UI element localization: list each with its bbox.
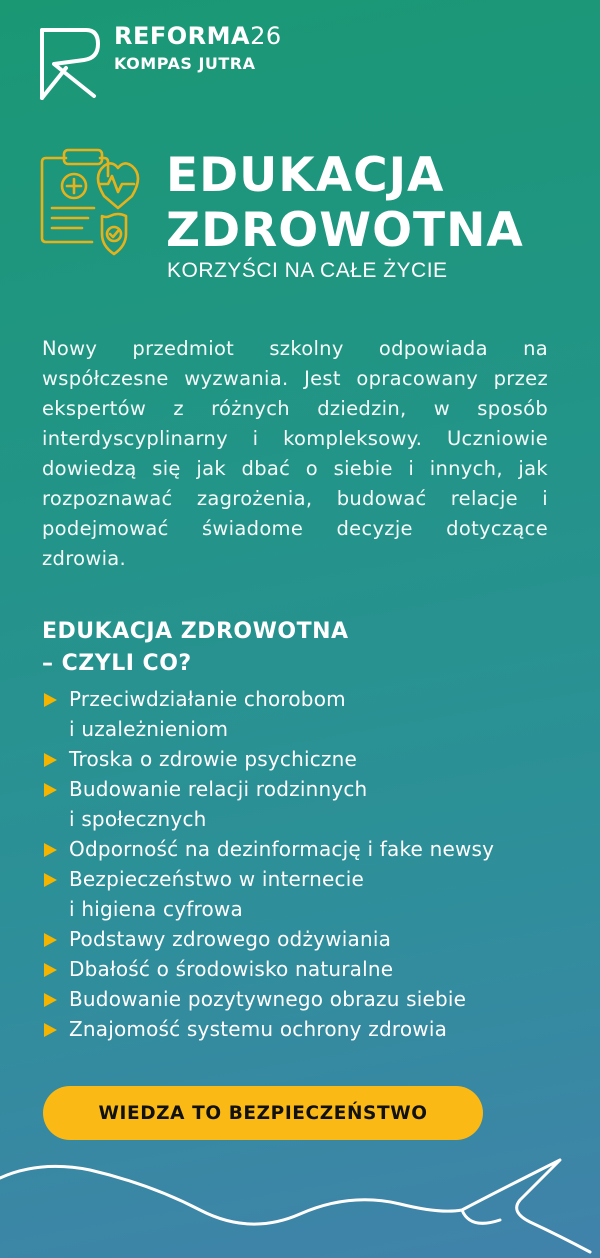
list-item: Troska o zdrowie psychiczne [42,744,494,774]
page-title [166,148,524,258]
triangle-bullet-icon [44,843,57,857]
triangle-bullet-icon [44,873,57,887]
triangle-bullet-icon [44,963,57,977]
list-item: Znajomość systemu ochrony zdrowia [42,1014,494,1044]
title-line-1: EDUKACJA [166,148,445,203]
triangle-bullet-icon [44,1023,57,1037]
brand-subtitle: KOMPAS JUTRA [114,54,256,73]
intro-paragraph: Nowy przedmiot szkolny odpowiada na współczesne wyzwania. Jest opracowany przez ekspertów z różnych dziedzin, w sposób interdyscyplinarny i kompleksowy. Uczniowie dowiedzą się jak dbać o siebie i innych, jak rozpoznawać zagrożenia, budować relacje i podejmować świadome decyzje dotyczące zdrowia. [42,337,548,570]
page-subtitle: KORZYŚCI NA CAŁE ŻYCIE [167,259,448,282]
section-title-line-2: – CZYLI CO? [42,651,192,676]
reforma-logo-icon [36,24,102,102]
list-item: Budowanie pozytywnego obrazu siebie [42,984,494,1014]
section-title-line-1: EDUKACJA ZDROWOTNA [42,619,349,644]
list-item: Przeciwdziałanie chorobom i uzależnieniom [42,684,494,744]
brand-name: REFORMA26 [114,22,282,50]
triangle-bullet-icon [44,693,57,707]
topics-list [42,684,494,1044]
decorative-wave-line [0,1140,600,1258]
title-line-2: ZDROWOTNA [166,203,524,258]
section-title [42,616,349,680]
list-item: Odporność na dezinformację i fake newsy [42,834,494,864]
list-item: Dbałość o środowisko naturalne [42,954,494,984]
list-item: Bezpieczeństwo w internecie i higiena cyfrowa [42,864,494,924]
list-item: Budowanie relacji rodzinnych i społecznych [42,774,494,834]
triangle-bullet-icon [44,753,57,767]
brand [114,22,282,73]
list-item: Podstawy zdrowego odżywiania [42,924,494,954]
triangle-bullet-icon [44,993,57,1007]
triangle-bullet-icon [44,783,57,797]
triangle-bullet-icon [44,933,57,947]
cta-button[interactable]: WIEDZA TO BEZPIECZEŃSTWO [43,1086,483,1140]
health-clipboard-icon [38,146,150,271]
